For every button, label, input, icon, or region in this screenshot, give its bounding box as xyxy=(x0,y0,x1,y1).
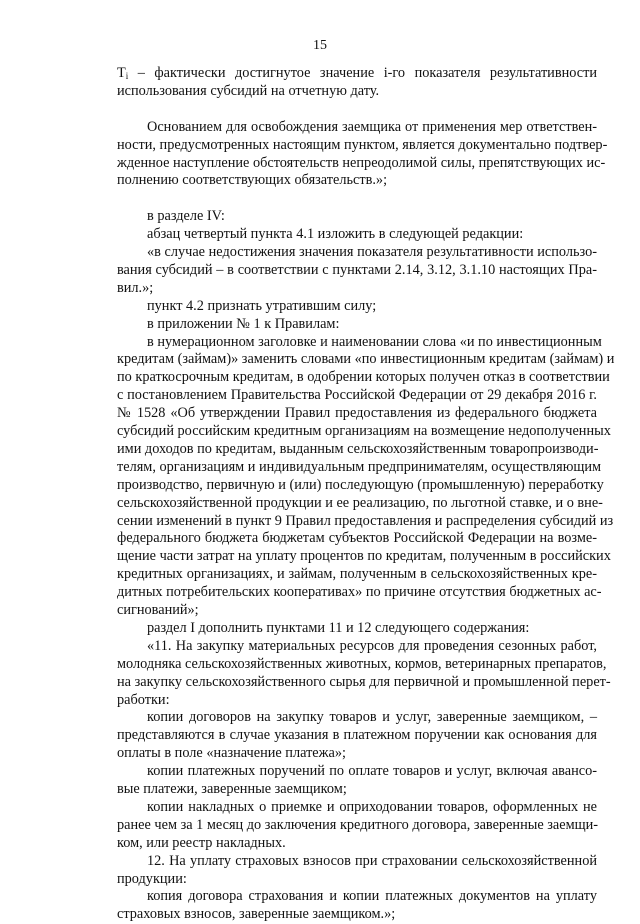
text-line: оплаты в поле «назначение платежа»; xyxy=(117,745,347,762)
text-line: представляются в случае указания в платежном поручении как основания для xyxy=(117,727,597,744)
text-line: производство, первичную и (или) последующую (промышленную) переработку xyxy=(117,476,604,493)
page-number: 15 xyxy=(313,38,327,53)
text-line: копии накладных о приемке и оприходовании товаров, оформленных не xyxy=(147,798,597,815)
text-line: сении изменений в пункт 9 Правил предоставления и распределения субсидий из xyxy=(117,512,614,529)
text-line: работки: xyxy=(117,691,170,708)
text-line: копии платежных поручений по оплате товаров и услуг, включая авансо- xyxy=(147,763,597,780)
text-line: субсидий российским кредитным организациям на возмещение недополученных xyxy=(117,423,611,439)
text-line: щение части затрат на уплату процентов по кредитам, полученным в российских xyxy=(117,548,611,565)
text-line: по краткосрочным кредитам, в одобрении которых получен отказ в соответствии xyxy=(117,369,610,386)
text-line: ности, предусмотренных настоящим пунктом, является документально подтвер- xyxy=(117,136,608,153)
text-line: «11. На закупку материальных ресурсов для проведения сезонных работ, xyxy=(147,637,597,654)
text-line: копии договоров на закупку товаров и услуг, заверенные заемщиком, – xyxy=(147,709,597,726)
text-line: с постановлением Правительства Российской Федерации от 29 декабря 2016 г. xyxy=(117,387,597,404)
text-line: сельскохозяйственной продукции и ее реализацию, по льготной ставке, и о вне- xyxy=(117,494,603,511)
text-line: использования субсидий на отчетную дату. xyxy=(117,82,380,99)
text-line: «в случае недостижения значения показателя результативности использо- xyxy=(147,244,597,260)
text-line: $T_i$ – фактически достигнутое значение i-го показателя результативности xyxy=(117,65,597,81)
text-line: копия договора страхования и копии платежных документов на уплату xyxy=(147,888,597,905)
text-line: вые платежи, заверенные заемщиком; xyxy=(117,781,347,797)
text-line: кредитам (займам)» заменить словами «по инвестиционным кредитам (займам) и xyxy=(117,351,615,368)
text-line: абзац четвертый пункта 4.1 изложить в следующей редакции: xyxy=(147,226,524,243)
text-line: молодняка сельскохозяйственных животных, кормов, ветеринарных препаратов, xyxy=(117,655,607,672)
text-line: вил.»; xyxy=(117,279,154,296)
text-line: кредитных организациях, и займам, полученным в сельскохозяйственных кре- xyxy=(117,566,597,583)
text-line: ком, или реестр накладных. xyxy=(117,834,286,851)
text-line: федерального бюджета бюджетам субъектов Российской Федерации на возме- xyxy=(117,530,597,547)
text-line: сигнований»; xyxy=(117,602,199,618)
text-line: Основанием для освобождения заемщика от применения мер ответствен- xyxy=(147,118,597,135)
text-line: раздел I дополнить пунктами 11 и 12 следующего содержания: xyxy=(147,619,530,636)
text-line: в разделе IV: xyxy=(147,208,225,225)
text-line: полнению соответствующих обязательств.»; xyxy=(117,172,388,189)
text-line: 12. На уплату страховых взносов при страховании сельскохозяйственной xyxy=(147,852,597,869)
text-line: в нумерационном заголовке и наименовании слова «и по инвестиционным xyxy=(147,333,602,350)
text-line: в приложении № 1 к Правилам: xyxy=(147,315,340,332)
text-line: пункт 4.2 признать утратившим силу; xyxy=(147,297,377,314)
text-line: страховых взносов, заверенные заемщиком.»; xyxy=(117,906,396,923)
text-line: № 1528 «Об утверждении Правил предоставления из федерального бюджета xyxy=(117,405,597,422)
text-line: вания субсидий – в соответствии с пунктами 2.14, 3.12, 3.1.10 настоящих Пра- xyxy=(117,261,597,278)
text-line: телям, организациям и индивидуальным предпринимателям, осуществляющим xyxy=(117,458,602,475)
text-line: ими доходов по кредитам, выданным сельскохозяйственным товаропроизводи- xyxy=(117,440,599,457)
text-line: жденное наступление обстоятельств непреодолимой силы, препятствующих ис- xyxy=(117,154,606,171)
text-line: дитных потребительских кооперативах» по причине отсутствия бюджетных ас- xyxy=(117,584,602,601)
text-line: ранее чем за 1 месяц до заключения кредитного договора, заверенные заемщи- xyxy=(117,816,599,833)
text-line: продукции: xyxy=(117,870,187,887)
text-line: на закупку сельскохозяйственного сырья для первичной и промышленной перет- xyxy=(117,673,611,690)
